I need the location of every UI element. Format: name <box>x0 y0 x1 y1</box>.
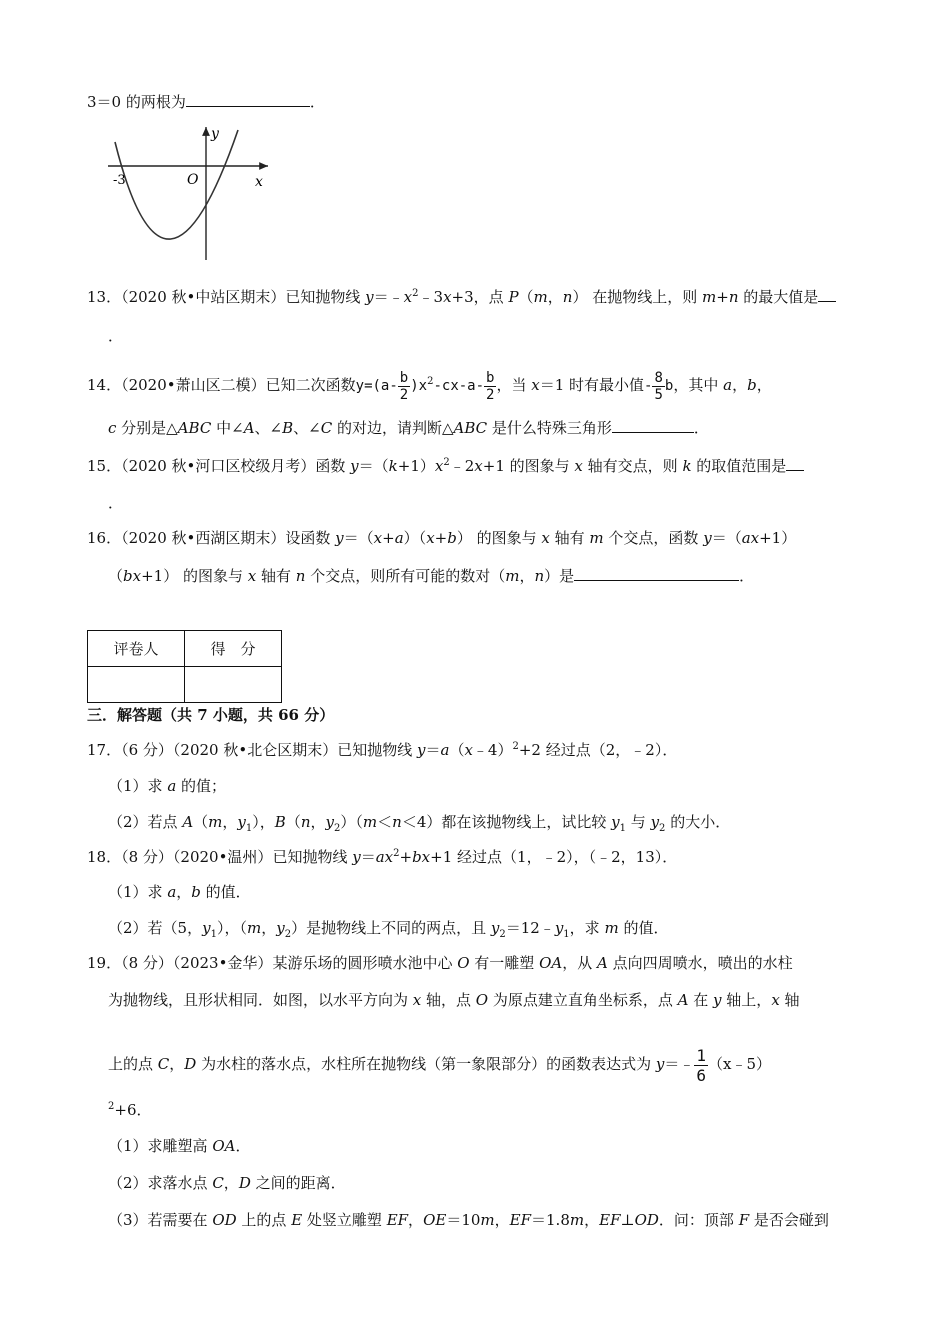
grader-label: 评卷人 <box>88 631 185 667</box>
fraction-b-over-2: $\frac{b}{2}$ <box>486 369 495 403</box>
fraction-8-over-5: $\frac{8}{5}$ <box>654 369 663 403</box>
answer-blank <box>818 287 836 302</box>
fraction-b-over-2: $\frac{b}{2}$ <box>399 369 409 403</box>
question-13: 13．（2020 秋•中站区期末）已知抛物线 $y=﹣x^2﹣3x+3$，点 P（m，n） 在抛物线上，则 m+n 的最大值是 <box>87 287 836 307</box>
question-18: 18．（8 分）（2020•温州）已知抛物线 $y=ax^2+bx+1$ 经过点（1，﹣2），（﹣2，13）． <box>87 848 678 866</box>
q17-part1: （1）求 a 的值； <box>108 777 227 795</box>
section-title: 三．解答题（共 7 小题，共 66 分） <box>87 706 335 724</box>
parabola-graph <box>105 118 280 268</box>
q19-line3: 上的点 C，D 为水柱的落水点，水柱所在抛物线（第一象限部分）的函数表达式为 y＝﹣ $\frac{1}{6}$ （x﹣5） <box>108 1045 772 1085</box>
score-cell <box>185 667 282 703</box>
q14-line2: c 分别是△ABC 中∠A、∠B、∠C 的对边，请判断△ABC 是什么特殊三角形 ． <box>108 419 709 437</box>
answer-blank <box>186 92 310 107</box>
y-label: y <box>211 126 219 142</box>
root-label: -3 <box>113 173 126 188</box>
q15-end: ． <box>108 494 124 512</box>
question-17: 17．（6 分）（2020 秋•北仑区期末）已知抛物线 y＝a（x﹣4）$^2$+2 经过点（2，﹣2）． <box>87 741 678 759</box>
q18-part2: （2）若（5，$y_1$），（m，$y_2$）是抛物线上不同的两点，且 $y_2=12﹣y_1$，求 m 的值． <box>108 919 669 940</box>
grader-cell <box>88 667 185 703</box>
question-14: 14．（2020•萧山区二模）已知二次函数y=(a- $\frac{b}{2}$ )$x^2-cx-a-$ $\frac{b}{2}$ ，当 x＝1 时有最小值- $\frac{8}{5}$ b，其中 a，b， <box>87 369 772 403</box>
q17-part2: （2）若点 A（m，$y_1$），B（n，$y_2)(m<n<4)$都在该抛物线上，试比较 $y_1$ 与 $y_2$ 的大小． <box>108 813 731 834</box>
q16-line2: （bx+1） 的图象与 x 轴有 n 个交点，则所有可能的数对（m，n）是 ． <box>108 567 755 585</box>
x-label: x <box>255 174 263 190</box>
parabola-curve <box>115 130 238 239</box>
q19-part3: （3）若需要在 OD 上的点 E 处竖立雕塑 EF，OE＝10m，EF＝1.8m，EF⊥OD．问：顶部 F 是否会碰到 <box>108 1211 829 1229</box>
question-16: 16．（2020 秋•西湖区期末）设函数 y＝（x+a）（x+b） 的图象与 x 轴有 m 个交点，函数 y＝（ax+1） <box>87 529 797 547</box>
grader-table <box>87 630 282 703</box>
score-label: 得 分 <box>185 631 282 667</box>
q13-end: ． <box>108 327 124 345</box>
question-15: 15．（2020 秋•河口区校级月考）函数 $y=(k+1)x^2﹣2x+1$ 的图象与 x 轴有交点，则 k 的取值范围是 <box>87 456 804 476</box>
answer-blank <box>612 418 694 433</box>
fraction-1-over-6: $\frac{1}{6}$ <box>696 1045 706 1085</box>
q19-part1: （1）求雕塑高 OA． <box>108 1137 251 1155</box>
q19-part2: （2）求落水点 C，D 之间的距离． <box>108 1174 346 1192</box>
q19-line2: 为抛物线，且形状相同．如图，以水平方向为 x 轴，点 O 为原点建立直角坐标系，点 A 在 y 轴上，x 轴 <box>108 991 800 1009</box>
q18-part1: （1）求 a，b 的值． <box>108 883 251 901</box>
q19-line4: $^2$+6． <box>108 1101 152 1119</box>
question-19: 19．（8 分）（2023•金华）某游乐场的圆形喷水池中心 O 有一雕塑 OA，从 A 点向四周喷水，喷出的水柱 <box>87 954 793 972</box>
q12-tail: 3＝0 的两根为 ． <box>87 93 325 111</box>
answer-blank <box>574 566 739 581</box>
origin-label: O <box>187 172 199 188</box>
answer-blank <box>786 456 804 471</box>
